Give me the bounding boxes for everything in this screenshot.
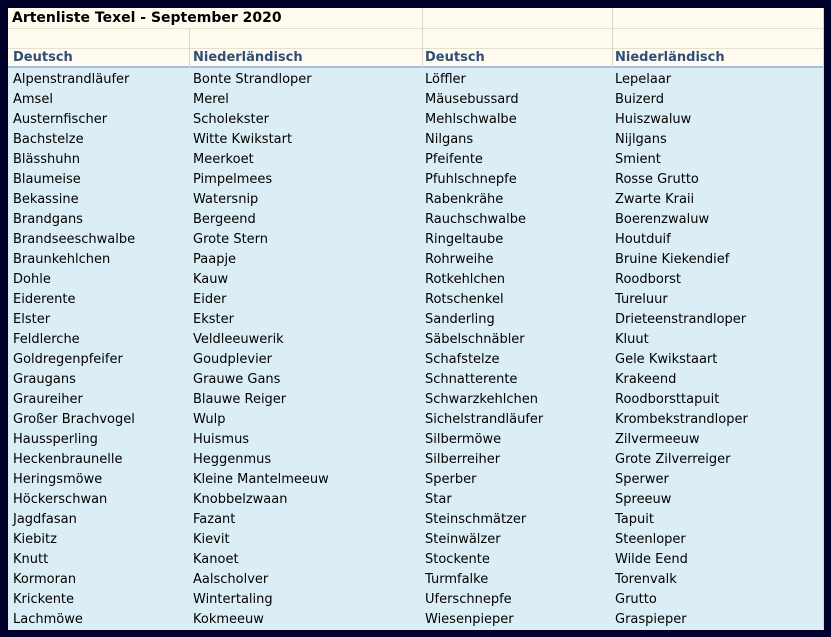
cell-niederlaendisch-2[interactable]: Sperwer (615, 472, 669, 487)
table-row (8, 390, 823, 410)
spreadsheet-sheet (8, 8, 824, 630)
cell-deutsch-2[interactable]: Ringeltaube (425, 232, 504, 247)
cell-deutsch-1[interactable]: Krickente (13, 592, 75, 607)
cell-niederlaendisch-1[interactable]: Merel (193, 92, 229, 107)
cell-niederlaendisch-1[interactable]: Grote Stern (193, 232, 269, 247)
cell-deutsch-2[interactable]: Pfuhlschnepfe (425, 172, 517, 187)
table-row (8, 350, 823, 370)
cell-deutsch-2[interactable]: Stockente (425, 552, 490, 567)
cell-deutsch-2[interactable]: Steinschmätzer (425, 512, 527, 527)
sheet-title: Artenliste Texel - September 2020 (12, 10, 282, 26)
grid-line (422, 8, 423, 68)
cell-niederlaendisch-2[interactable]: Bruine Kiekendief (615, 252, 730, 267)
cell-deutsch-1[interactable]: Feldlerche (13, 332, 80, 347)
cell-deutsch-1[interactable]: Amsel (13, 92, 53, 107)
cell-deutsch-2[interactable]: Sichelstrandläufer (425, 412, 544, 427)
cell-deutsch-1[interactable]: Kiebitz (13, 532, 57, 547)
cell-deutsch-1[interactable]: Brandgans (13, 212, 83, 227)
cell-deutsch-2[interactable]: Rotschenkel (425, 292, 504, 307)
cell-niederlaendisch-2[interactable]: Tureluur (615, 292, 668, 307)
table-row (8, 310, 823, 330)
cell-deutsch-2[interactable]: Mehlschwalbe (425, 112, 517, 127)
cell-deutsch-1[interactable]: Austernfischer (13, 112, 108, 127)
cell-niederlaendisch-1[interactable]: Wulp (193, 412, 226, 427)
cell-deutsch-2[interactable]: Rabenkrähe (425, 192, 504, 207)
cell-niederlaendisch-2[interactable]: Roodborst (615, 272, 682, 287)
cell-niederlaendisch-1[interactable]: Bonte Strandloper (193, 72, 312, 87)
cell-niederlaendisch-2[interactable]: Buizerd (615, 92, 664, 107)
grid-line (189, 28, 190, 68)
cell-deutsch-2[interactable]: Schwarzkehlchen (425, 392, 538, 407)
table-row (8, 290, 823, 310)
table-row (8, 110, 823, 130)
cell-niederlaendisch-2[interactable]: Steenloper (615, 532, 686, 547)
cell-deutsch-2[interactable]: Wiesenpieper (425, 612, 514, 627)
cell-deutsch-1[interactable]: Dohle (13, 272, 51, 287)
cell-deutsch-2[interactable]: Silbermöwe (425, 432, 502, 447)
cell-niederlaendisch-1[interactable]: Kanoet (193, 552, 239, 567)
header-deutsch-1: Deutsch (13, 50, 73, 65)
cell-niederlaendisch-2[interactable]: Torenvalk (615, 572, 677, 587)
cell-deutsch-2[interactable]: Rotkehlchen (425, 272, 506, 287)
cell-niederlaendisch-2[interactable]: Grutto (615, 592, 657, 607)
cell-niederlaendisch-2[interactable]: Tapuit (615, 512, 654, 527)
table-row (8, 410, 823, 430)
table-row (8, 130, 823, 150)
cell-deutsch-1[interactable]: Graugans (13, 372, 76, 387)
cell-niederlaendisch-1[interactable]: Knobbelzwaan (193, 492, 288, 507)
table-row (8, 230, 823, 250)
table-row (8, 510, 823, 530)
cell-deutsch-2[interactable]: Sanderling (425, 312, 495, 327)
cell-deutsch-2[interactable]: Schnatterente (425, 372, 518, 387)
table-row (8, 570, 823, 590)
cell-niederlaendisch-1[interactable]: Veldleeuwerik (193, 332, 284, 347)
table-row (8, 430, 823, 450)
cell-niederlaendisch-2[interactable]: Spreeuw (615, 492, 672, 507)
cell-deutsch-2[interactable]: Rohrweihe (425, 252, 494, 267)
cell-niederlaendisch-1[interactable]: Grauwe Gans (193, 372, 281, 387)
header-niederlaendisch-1: Niederländisch (193, 50, 303, 65)
table-row (8, 370, 823, 390)
blank-row (8, 28, 823, 48)
cell-niederlaendisch-2[interactable]: Houtduif (615, 232, 671, 247)
cell-niederlaendisch-1[interactable]: Scholekster (193, 112, 269, 127)
header-deutsch-2: Deutsch (425, 50, 485, 65)
cell-deutsch-2[interactable]: Mäusebussard (425, 92, 519, 107)
cell-niederlaendisch-1[interactable]: Pimpelmees (193, 172, 273, 187)
cell-deutsch-2[interactable]: Sperber (425, 472, 477, 487)
table-row (8, 150, 823, 170)
cell-niederlaendisch-2[interactable]: Graspieper (615, 612, 687, 627)
header-niederlaendisch-2: Niederländisch (615, 50, 725, 65)
cell-niederlaendisch-1[interactable]: Wintertaling (193, 592, 273, 607)
cell-niederlaendisch-1[interactable]: Eider (193, 292, 227, 307)
cell-niederlaendisch-1[interactable]: Blauwe Reiger (193, 392, 287, 407)
cell-niederlaendisch-2[interactable]: Kluut (615, 332, 649, 347)
table-row (8, 550, 823, 570)
cell-niederlaendisch-2[interactable]: Smient (615, 152, 661, 167)
cell-deutsch-1[interactable]: Braunkehlchen (13, 252, 111, 267)
cell-deutsch-1[interactable]: Kormoran (13, 572, 77, 587)
cell-niederlaendisch-1[interactable]: Kievit (193, 532, 230, 547)
cell-niederlaendisch-1[interactable]: Fazant (193, 512, 236, 527)
cell-deutsch-2[interactable]: Silberreiher (425, 452, 501, 467)
cell-deutsch-1[interactable]: Heckenbraunelle (13, 452, 123, 467)
cell-deutsch-1[interactable]: Lachmöwe (13, 612, 83, 627)
cell-niederlaendisch-2[interactable]: Lepelaar (615, 72, 672, 87)
cell-deutsch-1[interactable]: Elster (13, 312, 51, 327)
table-row (8, 490, 823, 510)
cell-niederlaendisch-1[interactable]: Kauw (193, 272, 229, 287)
table-row (8, 330, 823, 350)
cell-deutsch-1[interactable]: Eiderente (13, 292, 76, 307)
table-row (8, 270, 823, 290)
cell-niederlaendisch-2[interactable]: Krombekstrandloper (615, 412, 748, 427)
cell-niederlaendisch-2[interactable]: Nijlgans (615, 132, 667, 147)
cell-niederlaendisch-2[interactable]: Roodborsttapuit (615, 392, 720, 407)
cell-deutsch-2[interactable]: Löffler (425, 72, 466, 87)
cell-deutsch-1[interactable]: Blässhuhn (13, 152, 80, 167)
cell-niederlaendisch-1[interactable]: Ekster (193, 312, 234, 327)
table-row (8, 70, 823, 90)
cell-niederlaendisch-1[interactable]: Heggenmus (193, 452, 272, 467)
table-row (8, 530, 823, 550)
cell-deutsch-2[interactable]: Uferschnepfe (425, 592, 512, 607)
cell-deutsch-2[interactable]: Pfeifente (425, 152, 483, 167)
table-row (8, 90, 823, 110)
grid-line (8, 28, 823, 29)
cell-niederlaendisch-2[interactable]: Grote Zilverreiger (615, 452, 731, 467)
cell-niederlaendisch-1[interactable]: Meerkoet (193, 152, 254, 167)
cell-deutsch-2[interactable]: Star (425, 492, 452, 507)
cell-deutsch-1[interactable]: Blaumeise (13, 172, 81, 187)
cell-niederlaendisch-2[interactable]: Drieteenstrandloper (615, 312, 747, 327)
cell-deutsch-1[interactable]: Jagdfasan (13, 512, 77, 527)
cell-niederlaendisch-1[interactable]: Watersnip (193, 192, 259, 207)
cell-niederlaendisch-2[interactable]: Huiszwaluw (615, 112, 692, 127)
cell-niederlaendisch-2[interactable]: Rosse Grutto (615, 172, 699, 187)
table-row (8, 210, 823, 230)
cell-niederlaendisch-2[interactable]: Wilde Eend (615, 552, 688, 567)
cell-niederlaendisch-2[interactable]: Gele Kwikstaart (615, 352, 718, 367)
cell-niederlaendisch-2[interactable]: Zilvermeeuw (615, 432, 700, 447)
cell-deutsch-2[interactable]: Säbelschnäbler (425, 332, 525, 347)
cell-deutsch-1[interactable]: Haussperling (13, 432, 98, 447)
cell-niederlaendisch-1[interactable]: Paapje (193, 252, 237, 267)
cell-deutsch-2[interactable]: Turmfalke (425, 572, 489, 587)
grid-line (8, 48, 823, 49)
cell-niederlaendisch-2[interactable]: Krakeend (615, 372, 677, 387)
title-row (8, 8, 823, 28)
table-row (8, 170, 823, 190)
header-row (8, 48, 823, 68)
cell-niederlaendisch-2[interactable]: Boerenzwaluw (615, 212, 710, 227)
cell-deutsch-2[interactable]: Nilgans (425, 132, 474, 147)
cell-deutsch-1[interactable]: Höckerschwan (13, 492, 108, 507)
cell-deutsch-1[interactable]: Knutt (13, 552, 49, 567)
cell-niederlaendisch-2[interactable]: Zwarte Kraii (615, 192, 695, 207)
cell-deutsch-1[interactable]: Heringsmöwe (13, 472, 103, 487)
grid-line (612, 8, 613, 68)
cell-deutsch-1[interactable]: Goldregenpfeifer (13, 352, 123, 367)
cell-deutsch-1[interactable]: Graureiher (13, 392, 83, 407)
cell-deutsch-2[interactable]: Schafstelze (425, 352, 500, 367)
cell-deutsch-1[interactable]: Alpenstrandläufer (13, 72, 130, 87)
cell-deutsch-1[interactable]: Brandseeschwalbe (13, 232, 136, 247)
cell-niederlaendisch-1[interactable]: Huismus (193, 432, 250, 447)
table-row (8, 470, 823, 490)
cell-niederlaendisch-1[interactable]: Kokmeeuw (193, 612, 264, 627)
cell-niederlaendisch-1[interactable]: Kleine Mantelmeeuw (193, 472, 329, 487)
cell-deutsch-1[interactable]: Großer Brachvogel (13, 412, 135, 427)
table-row (8, 250, 823, 270)
cell-deutsch-1[interactable]: Bekassine (13, 192, 79, 207)
cell-deutsch-1[interactable]: Bachstelze (13, 132, 84, 147)
table-row (8, 450, 823, 470)
cell-niederlaendisch-1[interactable]: Aalscholver (193, 572, 269, 587)
cell-deutsch-2[interactable]: Rauchschwalbe (425, 212, 526, 227)
cell-niederlaendisch-1[interactable]: Witte Kwikstart (193, 132, 293, 147)
table-row (8, 190, 823, 210)
cell-niederlaendisch-1[interactable]: Bergeend (193, 212, 256, 227)
table-row (8, 590, 823, 610)
cell-deutsch-2[interactable]: Steinwälzer (425, 532, 501, 547)
species-table (8, 70, 823, 630)
table-row (8, 610, 823, 630)
cell-niederlaendisch-1[interactable]: Goudplevier (193, 352, 273, 367)
